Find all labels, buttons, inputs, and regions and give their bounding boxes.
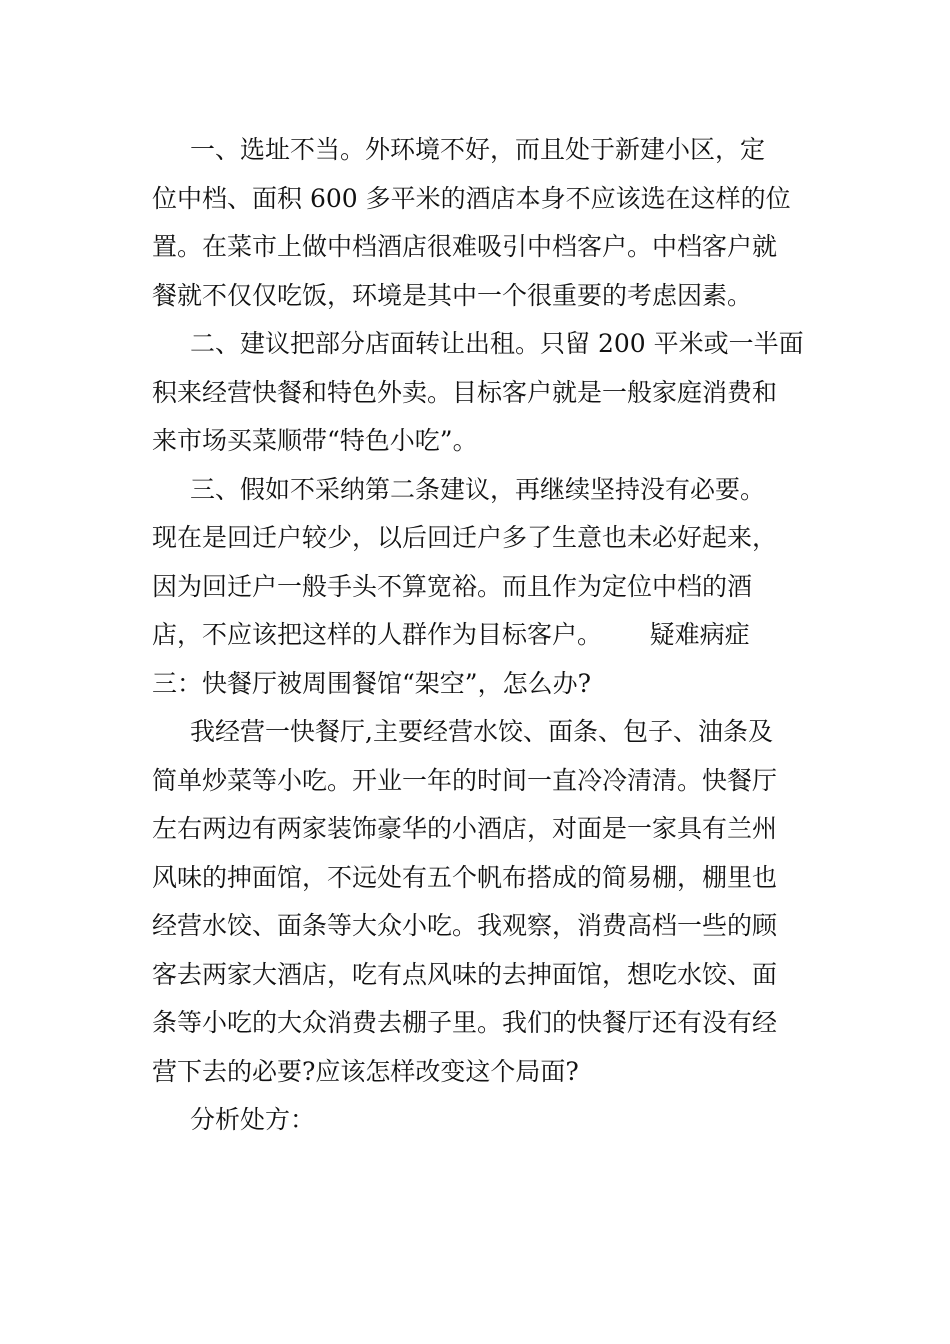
text-line: 积来经营快餐和特色外卖。目标客户就是一般家庭消费和 bbox=[152, 377, 778, 407]
text-line: 经营水饺、面条等大众小吃。我观察，消费高档一些的顾 bbox=[152, 911, 778, 940]
text-line: 简单炒菜等小吃。开业一年的时间一直冷冷清清。快餐厅 bbox=[152, 765, 778, 795]
text-line: 置。在菜市上做中档酒店很难吸引中档客户。中档客户就 bbox=[152, 232, 778, 261]
text-line: 三、假如不采纳第二条建议，再继续坚持没有必要。 bbox=[190, 474, 766, 504]
text-line: 三：快餐厅被周围餐馆“架空”，怎么办? bbox=[152, 668, 591, 698]
text-line: 左右两边有两家装饰豪华的小酒店，对面是一家具有兰州 bbox=[152, 814, 778, 843]
text-line: 店，不应该把这样的人群作为目标客户。 疑难病症 bbox=[152, 620, 750, 649]
paragraph-analysis-heading bbox=[152, 1096, 802, 1145]
text-line: 二、建议把部分店面转让出租。只留 200 平米或一半面 bbox=[190, 329, 804, 358]
text-line: 现在是回迁户较少，以后回迁户多了生意也未必好起来， bbox=[152, 523, 778, 552]
text-line: 因为回迁户一般手头不算宽裕。而且作为定位中档的酒 bbox=[152, 571, 753, 601]
paragraph-location-issue bbox=[152, 126, 802, 320]
text-line: 风味的抻面馆，不远处有五个帆布搭成的简易棚，棚里也 bbox=[152, 862, 778, 892]
paragraph-lease-suggestion bbox=[152, 320, 802, 466]
text-line: 客去两家大酒店，吃有点风味的去抻面馆，想吃水饺、面 bbox=[152, 959, 778, 989]
text-line: 营下去的必要?应该怎样改变这个局面? bbox=[152, 1056, 579, 1086]
text-line: 餐就不仅仅吃饭，环境是其中一个很重要的考虑因素。 bbox=[152, 280, 753, 310]
text-line: 位中档、面积 600 多平米的酒店本身不应该选在这样的位 bbox=[152, 183, 791, 213]
text-line: 条等小吃的大众消费去棚子里。我们的快餐厅还有没有经 bbox=[152, 1008, 778, 1037]
paragraph-third-point bbox=[152, 466, 802, 709]
text-line: 来市场买菜顺带“特色小吃”。 bbox=[152, 426, 478, 455]
text-line: 分析处方： bbox=[190, 1105, 316, 1134]
text-line: 一、选址不当。外环境不好，而且处于新建小区，定 bbox=[190, 135, 766, 164]
text-line: 我经营一快餐厅,主要经营水饺、面条、包子、油条及 bbox=[190, 717, 773, 746]
paragraph-case-description bbox=[152, 708, 802, 1096]
document-body bbox=[152, 126, 802, 1145]
